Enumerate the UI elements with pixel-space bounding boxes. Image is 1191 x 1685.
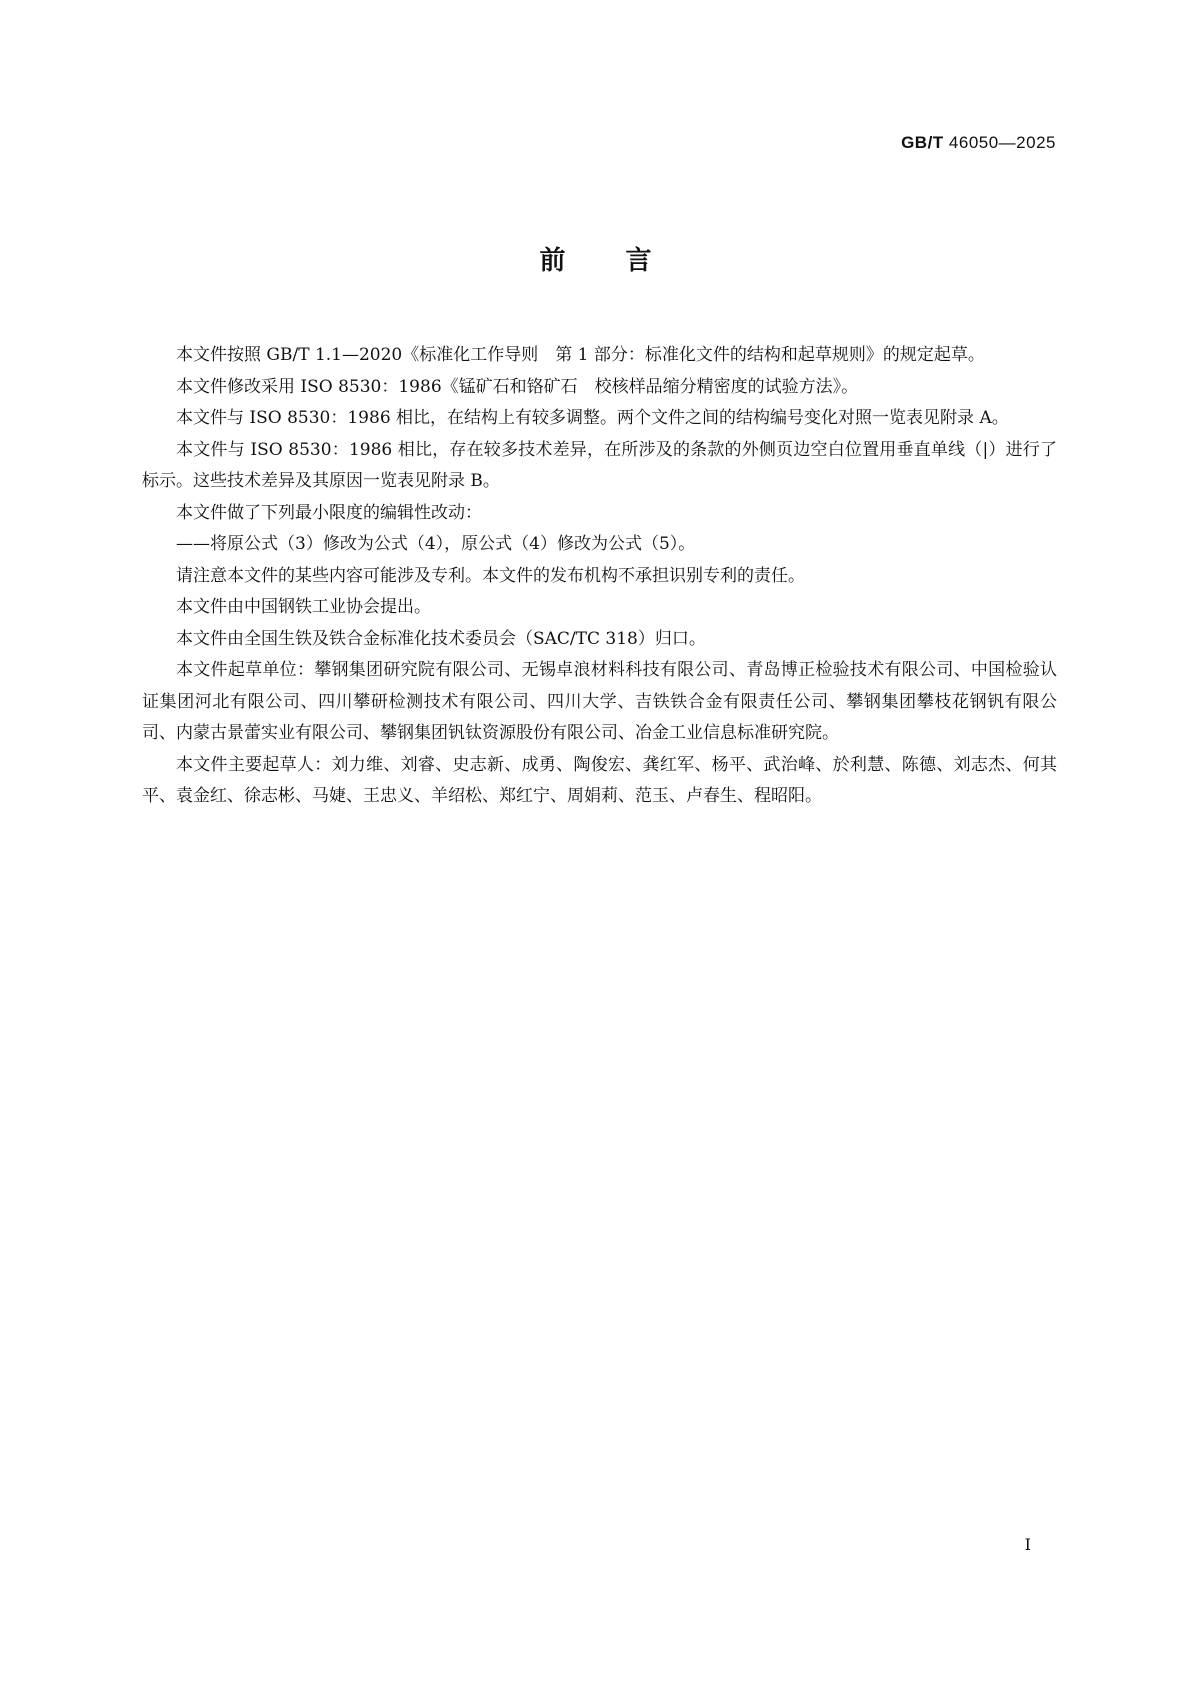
- standard-number: [901, 133, 1056, 153]
- paragraph-drafters: 本文件主要起草人：刘力维、刘睿、史志新、成勇、陶俊宏、龚红军、杨平、武治峰、於利慧、陈德、刘志杰、何其平、袁金红、徐志彬、马婕、王忠义、羊绍松、郑红宁、周娟莉、范玉、卢春生、程昭阳。: [142, 754, 1057, 806]
- paragraph-drafting-units: 本文件起草单位：攀钢集团研究院有限公司、无锡卓浪材料科技有限公司、青岛博正检验技术有限公司、中国检验认证集团河北有限公司、四川攀研检测技术有限公司、四川大学、吉铁铁合金有限责任公司、攀钢集团攀枝花钢钒有限公司、内蒙古景蕾实业有限公司、攀钢集团钒钛资源股份有限公司、冶金工业信息标准研究院。: [142, 660, 1057, 743]
- paragraph-editorial-changes: 本文件做了下列最小限度的编辑性改动：: [176, 502, 482, 523]
- page-number: I: [1024, 1535, 1031, 1554]
- paragraph-drafting-rules: 本文件按照 GB/T 1.1—2020《标准化工作导则 第 1 部分：标准化文件的结构和起草规则》的规定起草。: [176, 345, 985, 365]
- standard-prefix: GB/T: [901, 133, 944, 152]
- list-item-formula-change: ——将原公式（3）修改为公式（4），原公式（4）修改为公式（5）。: [176, 534, 696, 554]
- paragraph-committee: 本文件由全国生铁及铁合金标准化技术委员会（SAC/TC 318）归口。: [176, 628, 706, 649]
- foreword-body: [142, 340, 1057, 813]
- paragraph-adoption: 本文件修改采用 ISO 8530：1986《锰矿石和铬矿石 校核样品缩分精密度的试验方法》。: [176, 376, 859, 397]
- paragraph-patent-notice: 请注意本文件的某些内容可能涉及专利。本文件的发布机构不承担识别专利的责任。: [176, 565, 805, 586]
- standard-code: 46050—2025: [948, 133, 1056, 152]
- page-title: 前言: [539, 246, 712, 276]
- paragraph-technical-differences: 本文件与 ISO 8530：1986 相比，存在较多技术差异，在所涉及的条款的外侧页边空白位置用垂直单线（|）进行了标示。这些技术差异及其原因一览表见附录 B。: [142, 439, 1057, 491]
- paragraph-structure-changes: 本文件与 ISO 8530：1986 相比，在结构上有较多调整。两个文件之间的结构编号变化对照一览表见附录 A。: [176, 408, 1009, 428]
- paragraph-proposer: 本文件由中国钢铁工业协会提出。: [176, 597, 431, 617]
